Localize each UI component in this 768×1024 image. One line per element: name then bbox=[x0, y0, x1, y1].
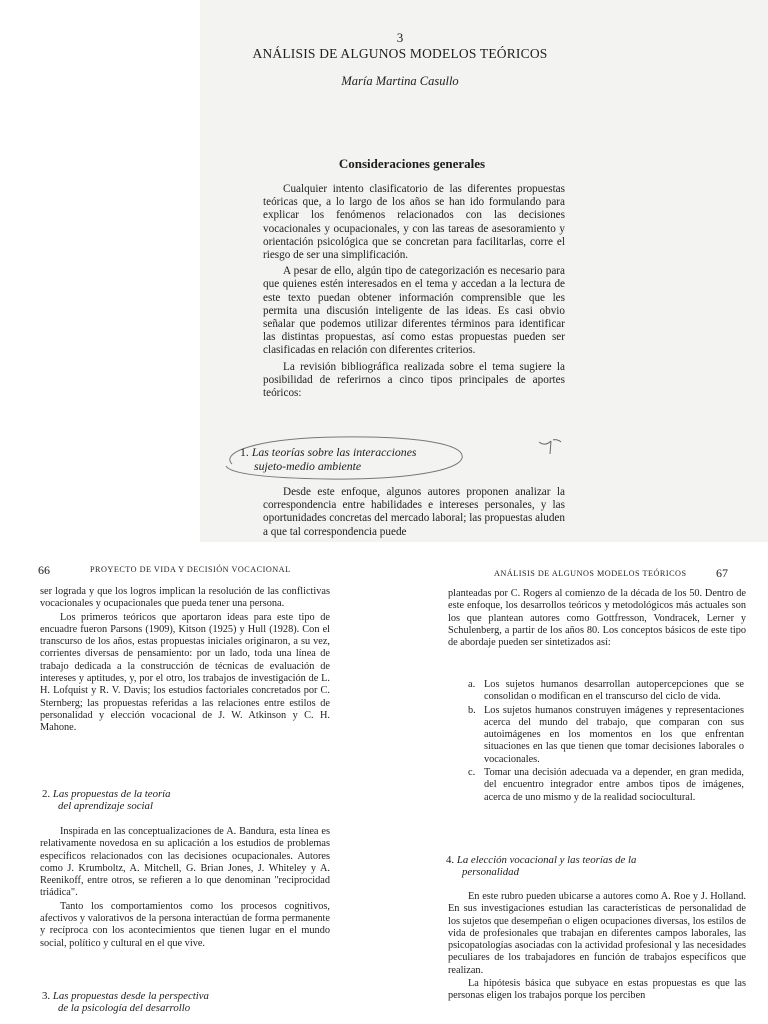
right-page bbox=[384, 549, 768, 1024]
running-head: ANÁLISIS DE ALGUNOS MODELOS TEÓRICOS bbox=[494, 569, 687, 578]
heading-line: sujeto-medio ambiente bbox=[254, 458, 362, 473]
left-text-2 bbox=[40, 826, 330, 951]
highlighted-heading-1 bbox=[218, 434, 468, 482]
page-number: 66 bbox=[38, 563, 50, 577]
paragraph: Tanto los comportamientos como los procesos cognitivos, afectivos y valorativos de la persona interactúan de forma permanente y recíproca con los acontecimientos que tienen lugar en el mundo social, político y cultural en el que vive. bbox=[40, 900, 330, 949]
paragraph: ser lograda y que los logros implican la resolución de las conflictivas vocacionales y ocupacionales que pueda tener una persona. bbox=[40, 586, 330, 610]
list-item bbox=[468, 705, 744, 766]
right-text-1 bbox=[448, 588, 746, 650]
list-item-text: Los sujetos humanos construyen imágenes y representaciones acerca del mundo del trabajo, que comparan con sus autoimágenes en los momentos en los que enfrentan situaciones en las que tienen que tomar decisiones laborales o vocacionales. bbox=[484, 704, 744, 765]
section-heading-2 bbox=[42, 788, 332, 813]
heading-line: Las propuestas de la teoría bbox=[52, 788, 171, 800]
paragraph: Cualquier intento clasificatorio de las diferentes propuestas teóricas que, a lo largo de los años se han ido formulando para explicar los fenómenos relacionados con las decisiones vocacionales y ocupacionales, y con las tareas de asesoramiento y orientación psicológica que se concretan para facilitarlas, corre el riesgo de ser una simplificación. bbox=[263, 183, 565, 262]
paragraph: La revisión bibliográfica realizada sobre el tema sugiere la posibilidad de referirnos a cinco tipos principales de aportes teóricos: bbox=[263, 360, 565, 400]
list-item-text: Los sujetos humanos desarrollan autopercepciones que se consolidan o modifican en el transcurso del ciclo de vida. bbox=[484, 679, 744, 703]
section-heading-3 bbox=[42, 990, 342, 1015]
left-page bbox=[0, 549, 384, 1024]
running-head: PROYECTO DE VIDA Y DECISIÓN VOCACIONAL bbox=[90, 565, 291, 574]
section-heading-4 bbox=[446, 854, 746, 879]
list-marker: a. bbox=[468, 679, 476, 690]
list-item bbox=[468, 767, 744, 804]
heading-line: de la psicología del desarrollo bbox=[58, 1002, 191, 1015]
left-text-1 bbox=[40, 586, 330, 736]
list-item-text: Tomar una decisión adecuada va a depender, en gran medida, del encuentro integrador entre ambos tipos de imágenes, acerca de uno mismo y de la realidad sociocultural. bbox=[484, 767, 744, 803]
intro-text bbox=[263, 183, 565, 403]
list-marker: b. bbox=[468, 704, 476, 716]
paragraph: Inspirada en las conceptualizaciones de A. Bandura, esta línea es relativamente novedosa en su aplicación a los estudios de problemas específicos relacionados con las decisiones ocupacionales. Autores como J. Krumboltz, A. Mitchell, G. Brian Jones, J. Whiteley y A. Reenikoff, entre otros, se refieren a lo que denominan "reciprocidad triádica". bbox=[40, 826, 330, 899]
heading-number: 4. bbox=[446, 854, 455, 866]
paragraph: A pesar de ello, algún tipo de categorización es necesario para que quienes estén interesados en el tema y accedan a la lectura de este texto puedan obtener información comprensible que les permita una discusión inteligente de las ideas. Es casi obvio señalar que podemos utilizar diferentes términos para identificar las distintas propuestas, así como estas propuestas pueden ser clasificadas en relación con diferentes criterios. bbox=[263, 265, 565, 357]
paragraph: Los primeros teóricos que aportaron ideas para este tipo de encuadre fueron Parsons (1909), Kitson (1925) y Hull (1928). Con el transcurso de los años, estas propuestas iniciales originaron, a su vez, corrientes diversas de pensamiento: por un lado, toda una línea de trabajo dedicada a la construcción de técnicas de evaluación de intereses y aptitudes, y, por el otro, los trabajos de investigación de L. H. Lofquist y R. V. Davis; los estudios factoriales concretados por C. Sternberg; las propuestas referidas a las relaciones entre estilos de personalidad y elección vocacional de J. W. Atkinson y C. H. Mahone. bbox=[40, 611, 330, 734]
heading-number: 1. bbox=[240, 445, 249, 459]
concept-list bbox=[468, 679, 744, 805]
heading-line: La elección vocacional y las teorías de la bbox=[456, 854, 637, 866]
paragraph: En este rubro pueden ubicarse a autores como A. Roe y J. Holland. En sus investigaciones estudian las características de personalidad de los sujetos que desempeñan o eligen ocupaciones diversas, los estilos de vida de profesionales que trabajan en diferentes campos laborales, las psicopatologías asociadas con la actividad profesional y las necesidades peculiares de los trabajadores en función de trabajos específicos que realizan. bbox=[448, 891, 746, 976]
heading-line: Las teorías sobre las interacciones bbox=[251, 445, 417, 459]
paragraph: La hipótesis básica que subyace en estas propuestas es que las personas eligen los trabajos porque los perciben bbox=[448, 978, 746, 1002]
chapter-author: María Martina Casullo bbox=[341, 74, 459, 88]
heading-line: Las propuestas desde la perspectiva bbox=[52, 990, 209, 1002]
after-heading-text bbox=[263, 486, 565, 542]
paragraph: planteadas por C. Rogers al comienzo de la década de los 50. Dentro de este enfoque, los desarrollos teóricos y metodológicos más actuales son los que plantean autores como Gottfresson, Vondracek, Lerner y Schulenberg, a partir de los años 80. Los conceptos básicos de este tipo de abordaje pueden ser sintetizados así: bbox=[448, 588, 746, 649]
list-marker: c. bbox=[468, 767, 476, 779]
heading-line: del aprendizaje social bbox=[58, 800, 153, 813]
handwritten-mark-icon bbox=[535, 436, 565, 458]
heading-number: 2. bbox=[42, 788, 51, 800]
chapter-title: ANÁLISIS DE ALGUNOS MODELOS TEÓRICOS bbox=[252, 46, 548, 61]
section-title: Consideraciones generales bbox=[338, 156, 486, 171]
paragraph: Desde este enfoque, algunos autores proponen analizar la correspondencia entre habilidades e intereses personales, y las oportunidades concretas del mercado laboral; las propuestas aluden a que tal correspondencia puede bbox=[263, 486, 565, 538]
heading-line: personalidad bbox=[462, 866, 519, 879]
top-page bbox=[200, 0, 768, 542]
right-text-2 bbox=[448, 891, 746, 1004]
list-item bbox=[468, 679, 744, 704]
page-number: 67 bbox=[716, 566, 728, 580]
heading-number: 3. bbox=[42, 990, 51, 1002]
chapter-number: 3 bbox=[396, 30, 404, 45]
